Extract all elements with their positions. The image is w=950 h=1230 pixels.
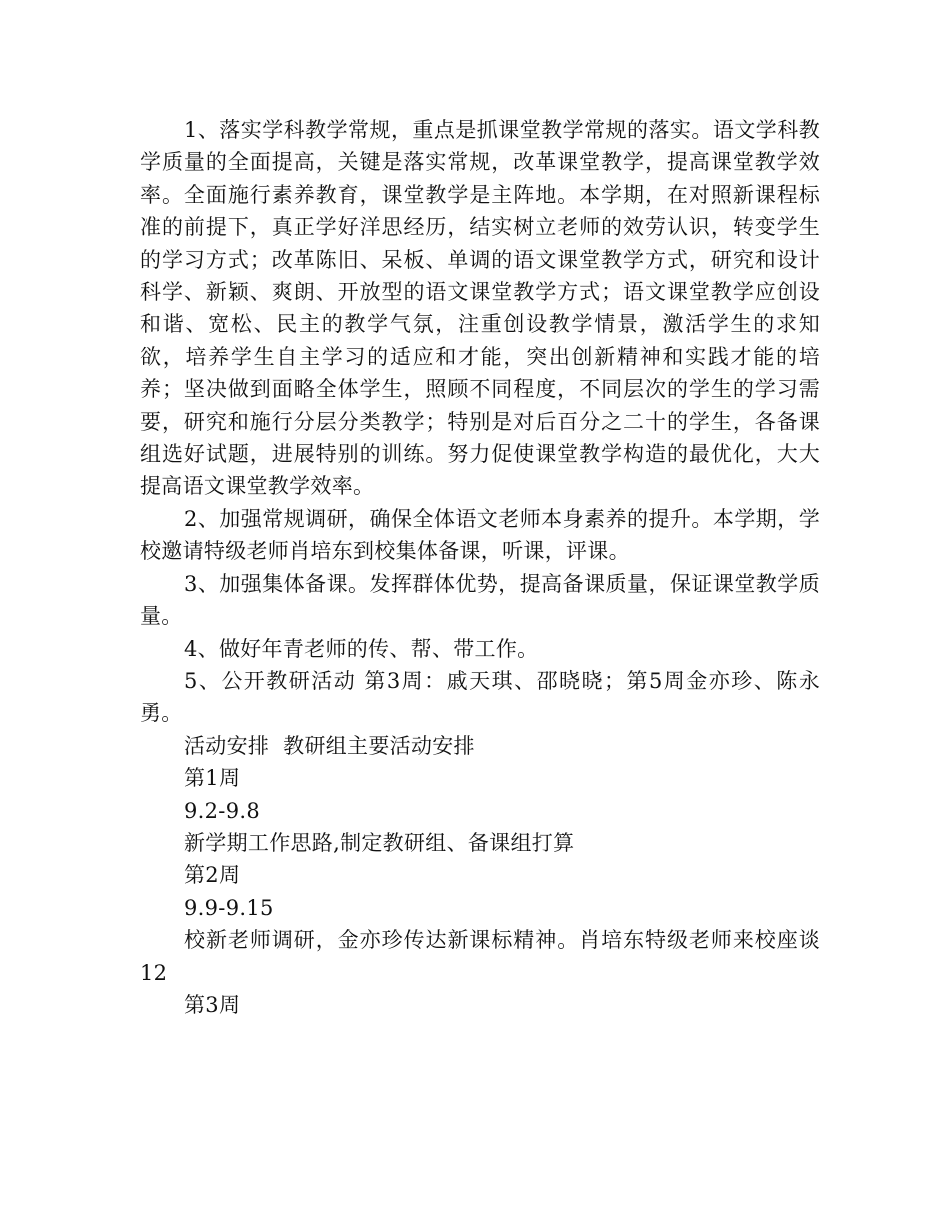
paragraph-5: 5、公开教研活动 第3周：戚天琪、邵晓晓；第5周金亦珍、陈永勇。 xyxy=(140,668,820,726)
schedule-dates-1: 9.2-9.8 xyxy=(184,798,260,823)
paragraph-2: 2、加强常规调研，确保全体语文老师本身素养的提升。本学期，学校邀请特级老师肖培东到校集体备课，听课，评课。 xyxy=(140,506,820,564)
schedule-activity-2: 校新老师调研，金亦珍传达新课标精神。肖培东特级老师来校座谈12 xyxy=(140,928,820,985)
paragraph-1: 1、落实学科教学常规，重点是抓课堂教学常规的落实。语文学科教学质量的全面提高，关键是落实常规，改革课堂教学，提高课堂教学效率。全面施行素养教育，课堂教学是主阵地。本学期，在对照新课程标准的前提下，真正学好洋思经历，结实树立老师的效劳认识，转变学生的学习方式；改革陈旧、呆板、单调的语文课堂教学方式，研究和设计科学、新颖、爽朗、开放型的语文课堂教学方式；语文课堂教学应创设和谐、宽松、民主的教学气氛，注重创设教学情景，激活学生的求知欲，培养学生自主学习的适应和才能，突出创新精神和实践才能的培养；坚决做到面略全体学生，照顾不同程度，不同层次的学生的学习需要，研究和施行分层分类教学；特别是对后百分之二十的学生，各备课组选好试题，进展特别的训练。努力促使课堂教学构造的最优化，大大提高语文课堂教学效率。 xyxy=(140,118,820,499)
paragraph-3: 3、加强集体备课。发挥群体优势，提高备课质量，保证课堂教学质量。 xyxy=(140,571,820,629)
schedule-week-3: 第3周 xyxy=(184,992,241,1017)
schedule-week-2: 第2周 xyxy=(184,863,241,888)
schedule-activity-1: 新学期工作思路,制定教研组、备课组打算 xyxy=(184,830,575,855)
schedule-heading: 活动安排 教研组主要活动安排 xyxy=(184,733,475,758)
schedule-week-1: 第1周 xyxy=(184,766,241,791)
schedule-dates-2: 9.9-9.15 xyxy=(184,895,274,920)
document-page xyxy=(140,114,820,1021)
paragraph-4: 4、做好年青老师的传、帮、带工作。 xyxy=(184,636,539,661)
